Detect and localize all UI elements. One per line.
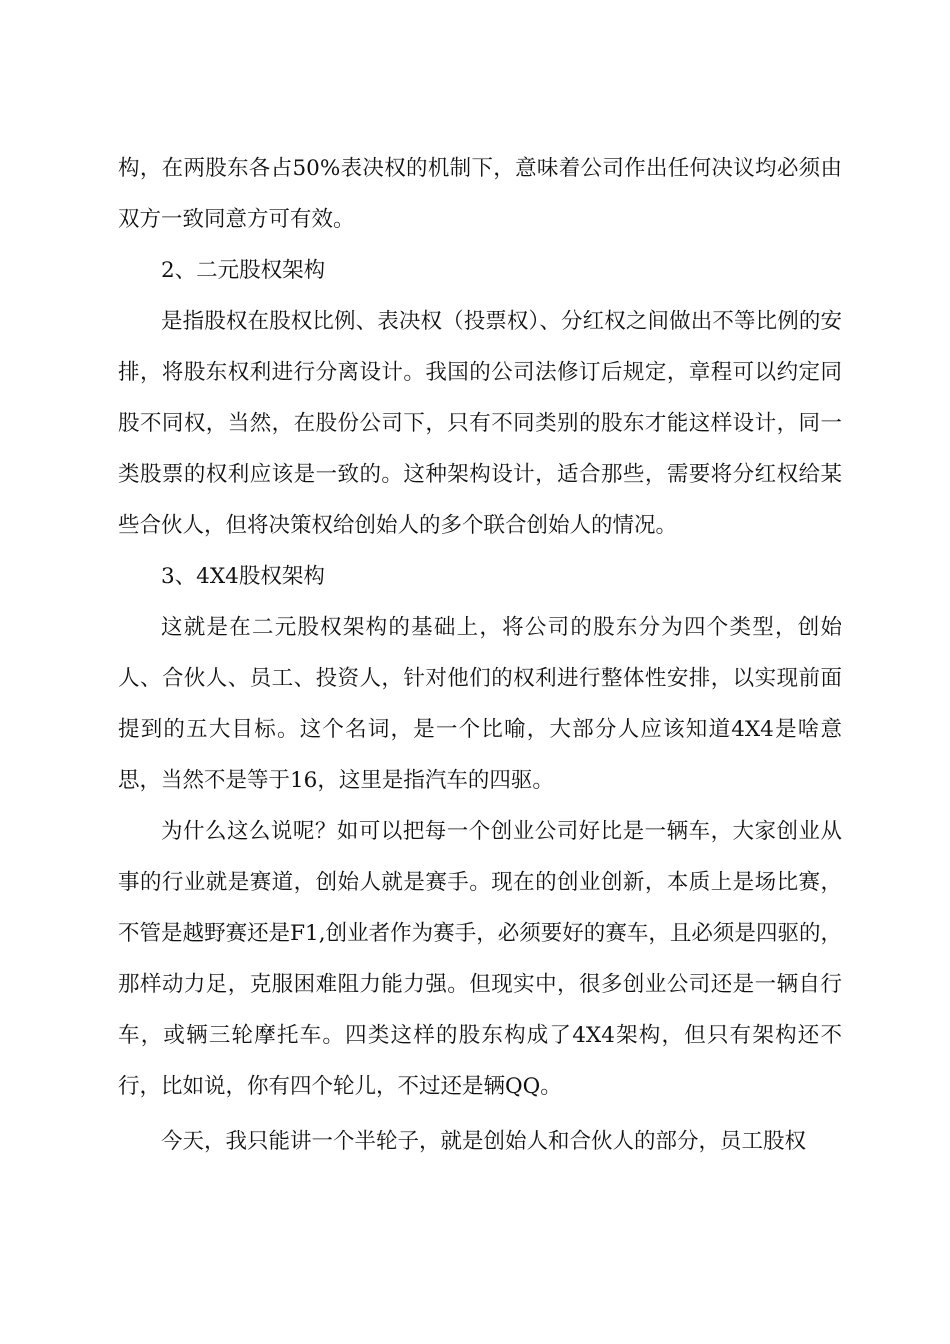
paragraph-continuation: 构，在两股东各占50%表决权的机制下，意味着公司作出任何决议均必须由双方一致同意方可有效。 (118, 156, 842, 232)
paragraph-dual-class-definition: 是指股权在股权比例、表决权（投票权）、分红权之间做出不等比例的安排，将股东权利进行分离设计。我国的公司法修订后规定，章程可以约定同股不同权，当然，在股份公司下，只有不同类别的股东才能这样设计，同一类股票的权利应该是一致的。这种架构设计，适合那些，需要将分红权给某些合伙人，但将决策权给创始人的多个联合创始人的情况。 (118, 309, 842, 538)
paragraph-4x4-definition: 这就是在二元股权架构的基础上，将公司的股东分为四个类型，创始人、合伙人、员工、投资人，针对他们的权利进行整体性安排，以实现前面提到的五大目标。这个名词，是一个比喻，大部分人应该知道4X4是啥意思，当然不是等于16，这里是指汽车的四驱。 (118, 615, 842, 793)
section-heading-dual-class: 2、二元股权架构 (161, 258, 326, 283)
paragraph-car-metaphor: 为什么这么说呢？如可以把每一个创业公司好比是一辆车，大家创业从事的行业就是赛道，创始人就是赛手。现在的创业创新，本质上是场比赛，不管是越野赛还是F1,创业者作为赛手，必须要好的赛车，且必须是四驱的，那样动力足，克服困难阻力能力强。但现实中，很多创业公司还是一辆自行车，或辆三轮摩托车。四类这样的股东构成了4X4架构，但只有架构还不行，比如说，你有四个轮儿，不过还是辆QQ。 (118, 819, 842, 1099)
section-heading-4x4: 3、4X4股权架构 (161, 564, 325, 589)
paragraph-today: 今天，我只能讲一个半轮子，就是创始人和合伙人的部分，员工股权 (161, 1129, 807, 1154)
document-body (118, 143, 842, 1167)
